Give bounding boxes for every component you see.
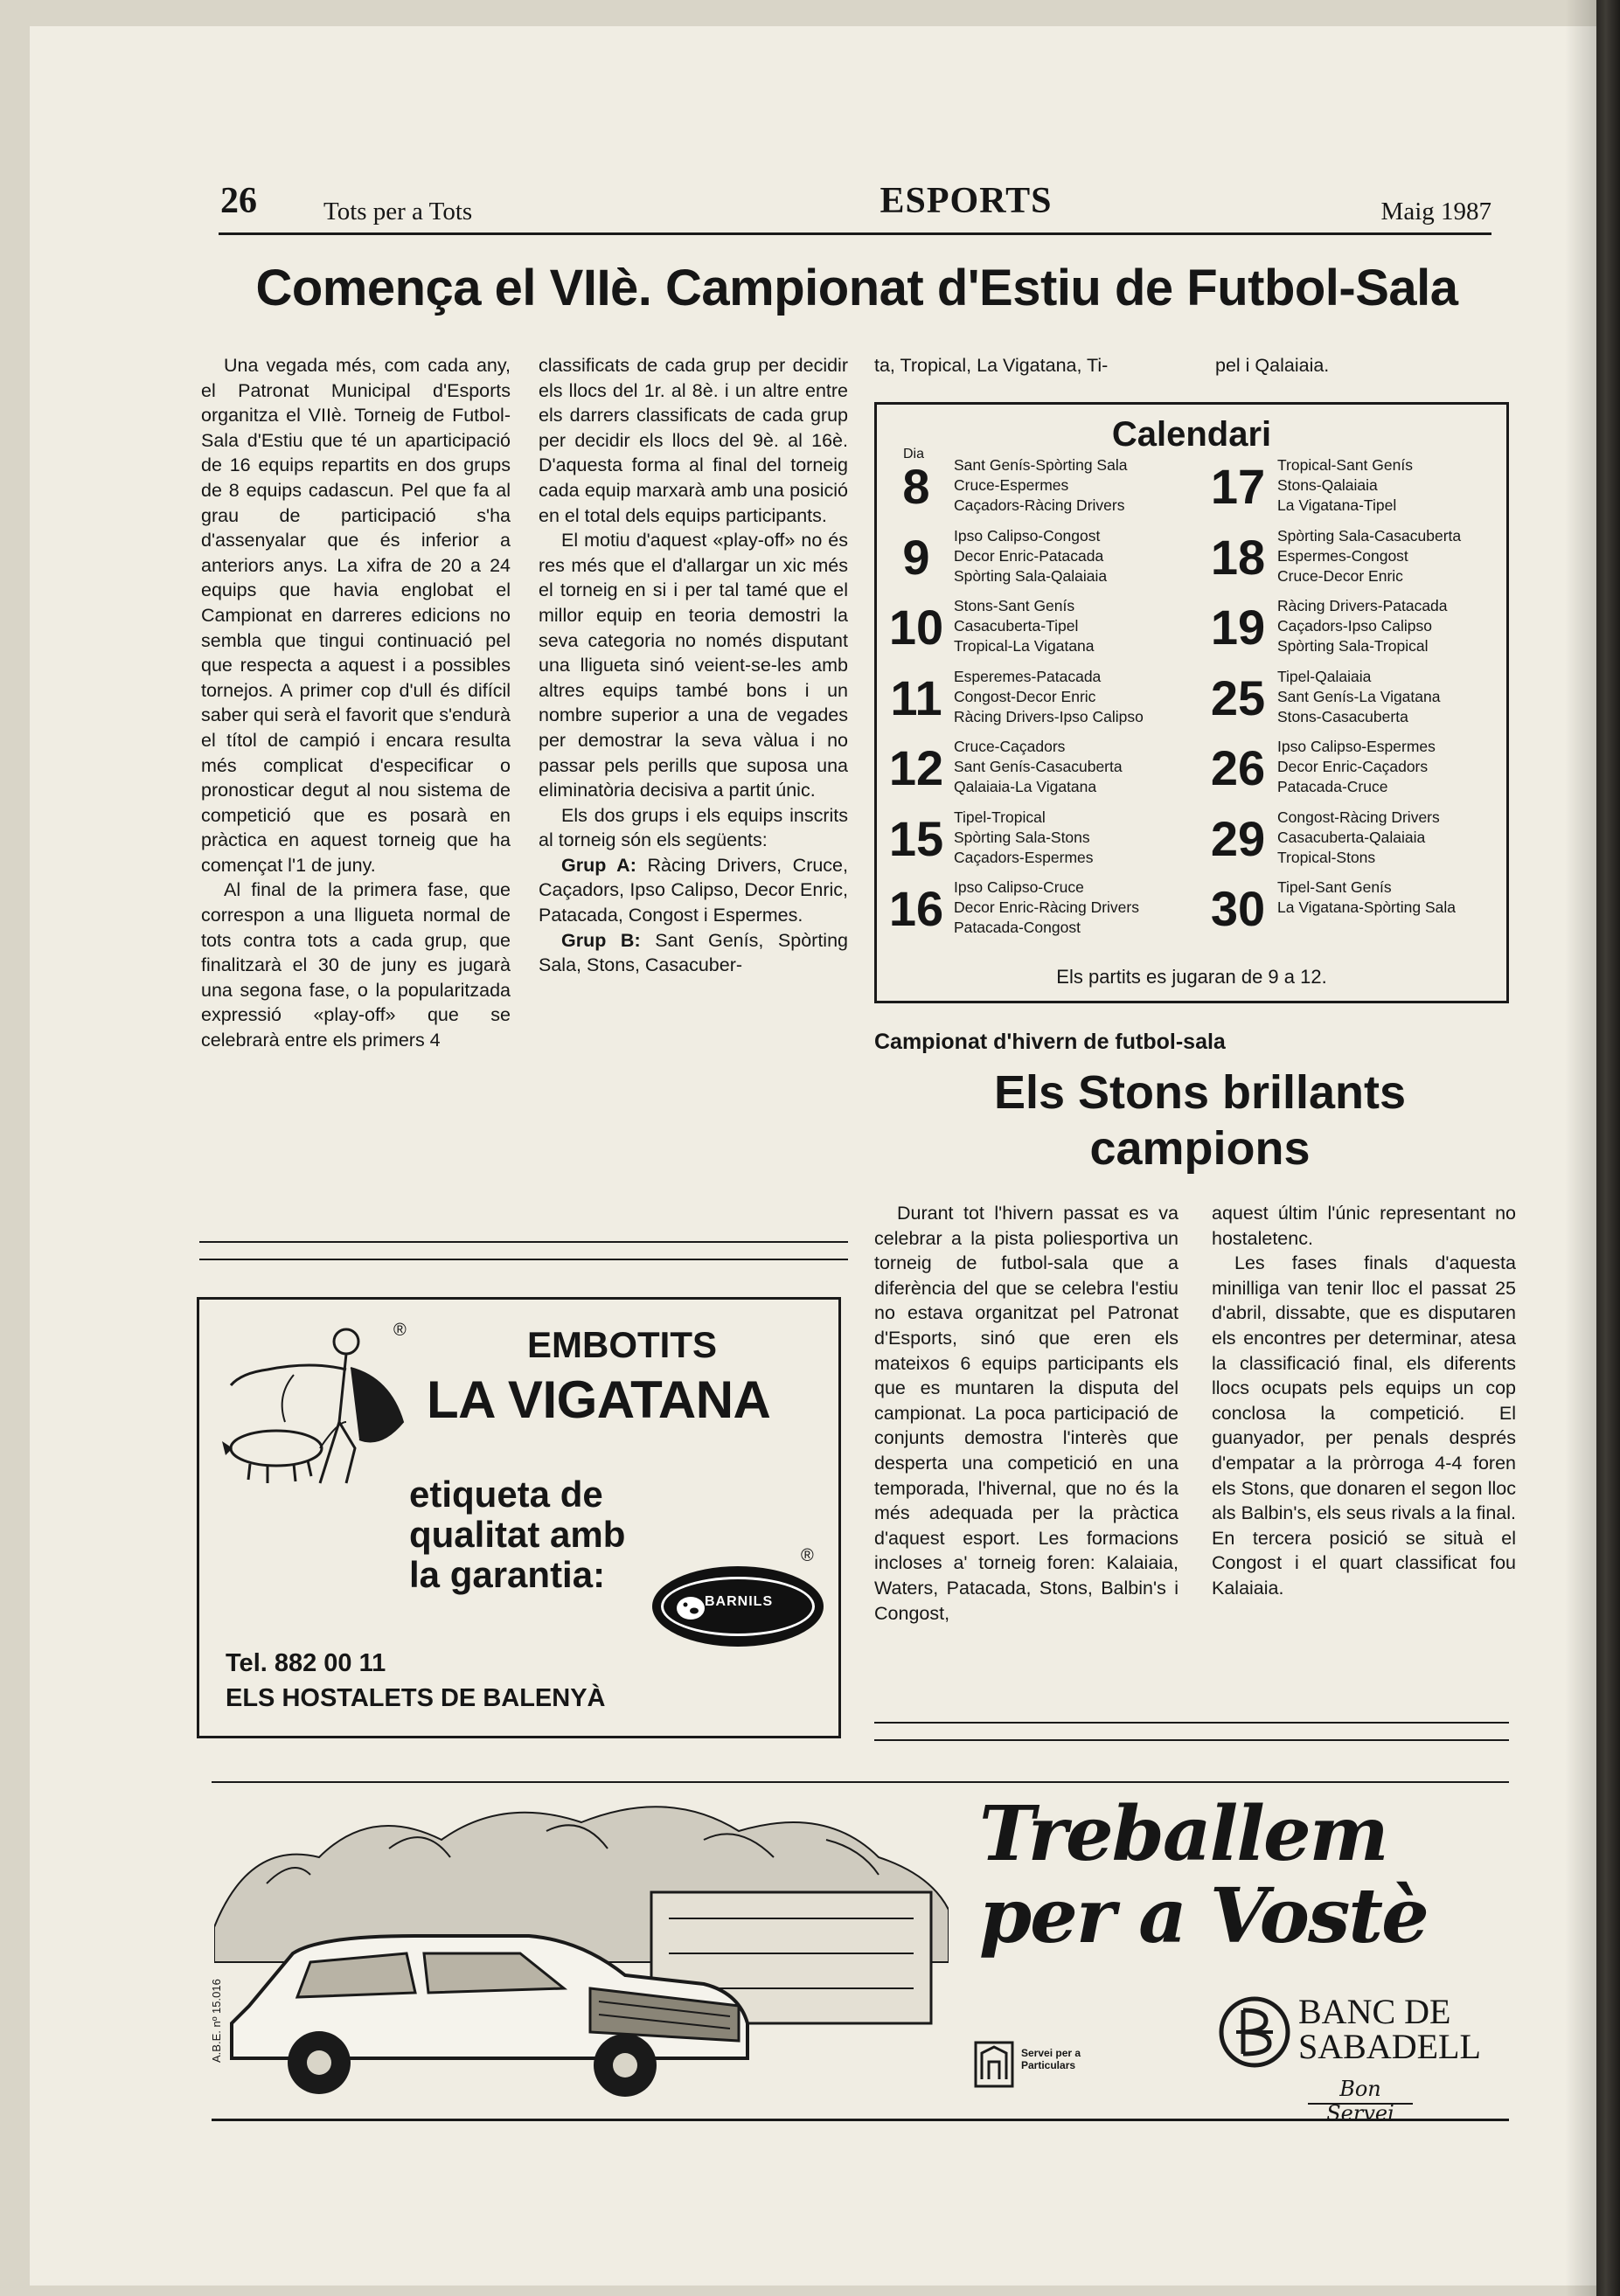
ad-tagline-2: qualitat amb [409,1514,626,1555]
ad-address: ELS HOSTALETS DE BALENYÀ [226,1684,606,1712]
calendar-day-number: 19 [1210,600,1266,655]
article1-column-3-top: ta, Tropical, La Vigatana, Ti- [874,355,1109,376]
calendar-day-number: 16 [888,881,944,936]
calendar-day-number: 9 [902,529,930,585]
calendar-day-matches [954,877,1139,938]
calendar-box [874,402,1509,1003]
page-shadow [1565,0,1600,2296]
calendar-match: Stons-Sant Genís [954,597,1075,614]
calendar-day-matches [954,596,1095,656]
servei-particulars-icon [973,2040,1015,2089]
calendar-match: Decor Enric-Ràcing Drivers [954,898,1139,916]
bank-slogan-line-2: per a Vostè [979,1872,1428,1960]
group-b-teams: Sant Genís, Spòrting Sala, Stons, Casacuber- [539,929,848,976]
calendar-match: Congost-Decor Enric [954,687,1096,705]
calendar-day-matches [954,667,1144,727]
servei-label-line-2: Particulars [1021,2059,1076,2071]
calendar-day-matches [954,808,1094,868]
ad-phone: Tel. 882 00 11 [226,1649,386,1677]
ad-tagline [409,1474,625,1595]
advertisement-vigatana [197,1297,841,1738]
issue-date: Maig 1987 [1380,198,1491,225]
calendar-day-matches [954,737,1123,797]
group-b-label: Grup B: [561,929,641,951]
calendar-match: Tropical-Stons [1277,848,1376,866]
calendar-match: Ràcing Drivers-Patacada [1277,597,1448,614]
bank-slogan-line-1: Treballem [979,1790,1387,1878]
calendar-day-number: 15 [888,810,944,866]
calendar-match: Caçadors-Espermes [954,848,1094,866]
ad-tagline-1: etiqueta de [409,1474,603,1515]
calendar-match: Tipel-Qalaiaia [1277,667,1372,685]
calendar-day-matches [1277,667,1440,727]
calendar-match: Spòrting Sala-Stons [954,828,1090,846]
car-scene-illustration [214,1787,949,2111]
calendar-day-matches [1277,455,1413,516]
article2-headline [874,1065,1526,1176]
calendar-match: Caçadors-Ràcing Drivers [954,496,1125,514]
calendar-day-matches [954,526,1107,586]
paragraph: aquest últim l'únic representant no hostaletenc. [1212,1203,1516,1249]
bank-name-line-2: SABADELL [1298,2027,1481,2066]
article2-column-2 [1212,1201,1516,1601]
calendar-day-number: 17 [1210,459,1266,514]
calendar-match: Patacada-Cruce [1277,778,1388,795]
paragraph: Les fases finals d'aquesta minilliga van tenir lloc el passat 25 d'abril, dissabte, que es disputaren els encontres per determinar, atesa la classificació final, els diferents llocs ocupats pels equips un cop conclosa la competició. El guanyador, per penals després d'empatar a la pròrroga 4-4 foren els Stons, que donaren el segon lloc als Balbin's, els seus rivals a la final. En tercera posició se situà el Congost i el quart classificat fou Kalaiaia. [1212,1252,1516,1599]
calendar-match: Cruce-Espermes [954,476,1069,494]
calendar-day-number: 10 [888,600,944,655]
article2-headline-line-2: campions [1089,1122,1311,1175]
calendar-match: Ipso Calipso-Cruce [954,878,1084,896]
calendar-day-label: Dia [903,447,925,461]
article2-kicker: Campionat d'hivern de futbol-sala [874,1030,1226,1054]
calendar-match: Tipel-Tropical [954,808,1046,826]
calendar-match: Ipso Calipso-Espermes [1277,738,1436,755]
barnils-badge [652,1566,824,1647]
calendar-day-matches [954,455,1127,516]
calendar-match: Cruce-Decor Enric [1277,566,1403,585]
group-a-teams: Ràcing Drivers, Cruce, Caçadors, Ipso Calipso, Decor Enric, Patacada, Congost i Espermes. [539,854,848,926]
article1-column-4-top: pel i Qalaiaia. [1215,355,1330,376]
bank-signature: Bon Servei [1308,2077,1413,2105]
ad-code: A.B.E. nº 15.016 [210,1979,223,2063]
paragraph: El motiu d'aquest «play-off» no és res més que el d'allargar un xic més el torneig en si i per tal tamé que el millor equip en teoria demostri la seva categoria no només disputant una lligueta sinó veient-se-les amb altres equips també bons i un nombre superior a una de vegades per demostrar la seva vàlua i no passar pels perills que suposa una eliminatòria decisiva a partit únic. [539,530,848,801]
registered-mark: ® [801,1546,814,1565]
calendar-day-matches [1277,737,1436,797]
banc-sabadell-logo [1217,1994,1292,2070]
calendar-day-number: 26 [1210,740,1266,795]
section-title: ESPORTS [880,181,1053,221]
calendar-day-number: 11 [890,669,942,725]
paragraph: classificats de cada grup per decidir els llocs del 1r. al 8è. i un altre entre els darrers classificats de cada grup per decidir els llocs del 9è. al 16è. D'aquesta forma al final del torneig cada equip marxarà amb una posició en el total dels equips participants. [539,355,848,526]
article2-headline-line-1: Els Stons brillants [993,1066,1407,1119]
article1-column-1 [201,353,511,1053]
calendar-match: Sant Genís-Casacuberta [954,758,1123,775]
ad-tagline-3: la garantia: [409,1554,606,1595]
calendar-match: Caçadors-Ipso Calipso [1277,617,1433,635]
calendar-match: Ràcing Drivers-Ipso Calipso [954,707,1144,725]
calendar-day-matches [1277,877,1456,918]
article-headline: Comença el VIIè. Campionat d'Estiu de Futbol-Sala [255,260,1458,316]
paragraph [539,928,848,978]
calendar-match: La Vigatana-Tipel [1277,496,1397,514]
calendar-match: Cruce-Caçadors [954,738,1066,755]
page-number: 26 [220,181,257,221]
bank-name-line-1: BANC DE [1298,1992,1451,2031]
calendar-match: Esperemes-Patacada [954,667,1102,685]
paragraph [539,853,848,928]
divider-rule [199,1241,848,1243]
article2-column-1 [874,1201,1178,1626]
ad-brand-name: LA VIGATANA [427,1370,771,1429]
calendar-day-number: 25 [1210,669,1266,725]
divider-rule [212,1781,1509,1783]
calendar-match: Tipel-Sant Genís [1277,878,1392,896]
divider-rule [874,1722,1509,1724]
calendar-title: Calendari [1111,415,1272,454]
bank-slogan [979,1790,1521,1960]
calendar-match: Spòrting Sala-Qalaiaia [954,566,1108,585]
article1-column-2 [539,353,848,978]
calendar-match: Spòrting Sala-Tropical [1277,637,1429,655]
publication-name: Tots per a Tots [323,198,473,225]
calendar-match: Ipso Calipso-Congost [954,526,1101,545]
calendar-match: Stons-Qalaiaia [1277,476,1378,494]
calendar-match: Casacuberta-Tipel [954,617,1079,635]
farmer-pig-illustration [215,1317,416,1501]
calendar-match: Decor Enric-Patacada [954,546,1104,565]
calendar-match: Congost-Ràcing Drivers [1277,808,1440,826]
calendar-day-number: 29 [1210,810,1266,866]
divider-rule [874,1739,1509,1741]
calendar-day-number: 12 [888,740,944,795]
calendar-match: Qalaiaia-La Vigatana [954,778,1097,795]
calendar-match: Tropical-Sant Genís [1277,456,1413,474]
calendar-match: Sant Genís-La Vigatana [1277,687,1441,705]
ad-line-embotits: EMBOTITS [527,1324,717,1365]
calendar-day-number: 8 [902,459,930,514]
bank-name [1298,1994,1481,2064]
calendar-match: Stons-Casacuberta [1277,707,1408,725]
calendar-match: Casacuberta-Qalaiaia [1277,828,1426,846]
divider-rule [212,2119,1509,2121]
calendar-match: La Vigatana-Spòrting Sala [1277,898,1456,916]
calendar-day-matches [1277,808,1440,868]
group-a-label: Grup A: [561,854,636,876]
calendar-match: Spòrting Sala-Casacuberta [1277,526,1462,545]
paragraph: Durant tot l'hivern passat es va celebrar a la pista poliesportiva un torneig de futbol-sala que a diferència del que se celebra l'estiu no estava organitzat pel Patronat d'Esports, sinó que eren els mateixos 6 equips participants els que es muntaren la disputa del campionat. La poca participació de conjunts demostra l'interès que desperta una competició en una temporada, l'hivernal, que no és la més adequada per la pràctica d'aquest esport. Les formacions incloses a' torneig foren: Kalaiaia, Waters, Patacada, Stons, Balbin's i Congost, [874,1203,1178,1624]
calendar-day-matches [1277,526,1461,586]
calendar-note: Els partits es jugaran de 9 a 12. [1056,966,1327,988]
calendar-match: Sant Genís-Spòrting Sala [954,456,1128,474]
binding-spine [1596,0,1620,2296]
calendar-day-number: 18 [1210,529,1266,585]
header-rule [219,232,1491,235]
calendar-match: Espermes-Congost [1277,546,1408,565]
badge-label: BARNILS [705,1594,774,1609]
paragraph: Els dos grups i els equips inscrits al torneig són els següents: [539,804,848,851]
calendar-match: Tropical-La Vigatana [954,637,1095,655]
calendar-match: Patacada-Congost [954,919,1081,936]
servei-label [1021,2047,1081,2071]
paragraph: Una vegada més, com cada any, el Patronat Municipal d'Esports organitza el VIIè. Torneig de Futbol-Sala d'Estiu que té un aparticipació de 16 equips repartits en dos grups de 8 equips cadascun. Pel que fa al grau de participació s'ha d'assenyalar que és inferior a anteriors anys. La xifra de 20 a 24 equips que havia englobat el Campionat en darreres edicions no sembla que tingui continuació pel que respecta a aquest i a possibles tornejos. A primer cop d'ull és difícil saber qui serà el favorit que s'endurà el títol de campió i encara resulta més complicat d'especificar o pronosticar degut al nou sistema de competició que es posarà en pràctica en aquest torneig que ha començat l'1 de juny. [201,355,511,876]
divider-rule [199,1259,848,1260]
calendar-day-matches [1277,596,1448,656]
registered-mark: ® [393,1321,407,1340]
calendar-match: Decor Enric-Caçadors [1277,758,1429,775]
servei-label-line-1: Servei per a [1021,2047,1081,2059]
calendar-day-number: 30 [1210,881,1266,936]
paragraph: Al final de la primera fase, que correspon a una lligueta normal de tots contra tots a cada grup, que finalitzarà el 30 de juny es jugarà una segona fase, o la popularitzada expressió «play-off» que se celebrarà entre els primers 4 [201,879,511,1051]
